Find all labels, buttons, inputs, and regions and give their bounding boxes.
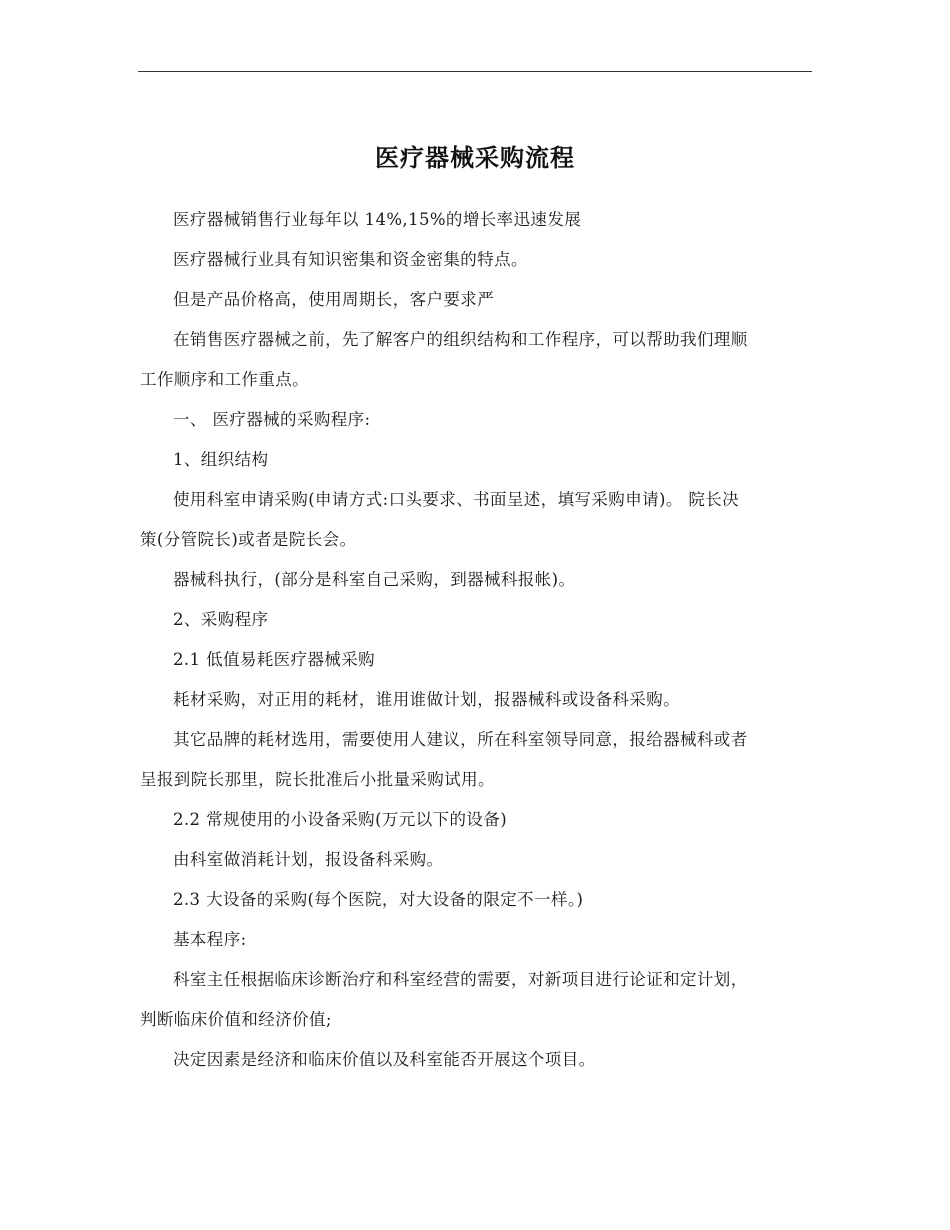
paragraph: 1、组织结构 [173,450,269,469]
document-body [140,200,812,1080]
paragraph-line: 呈报到院长那里，院长批准后小批量采购试用。 [140,770,495,789]
paragraph: 2、采购程序 [173,610,269,629]
paragraph: 但是产品价格高，使用周期长，客户要求严 [173,290,495,309]
paragraph: 医疗器械行业具有知识密集和资金密集的特点。 [173,250,528,269]
paragraph: 2.3 大设备的采购(每个医院，对大设备的限定不一样。) [173,890,584,909]
paragraph: 2.2 常规使用的小设备采购(万元以下的设备) [173,810,508,829]
paragraph-line: 策(分管院长)或者是院长会。 [140,530,357,549]
paragraph-line: 在销售医疗器械之前，先了解客户的组织结构和工作程序，可以帮助我们理顺 [173,330,748,349]
paragraph: 器械科执行，(部分是科室自己采购，到器械科报帐)。 [173,570,576,589]
header-rule [138,71,812,72]
paragraph [140,720,812,800]
paragraph-line: 判断临床价值和经济价值; [140,1010,332,1029]
paragraph: 医疗器械销售行业每年以 14%,15%的增长率迅速发展 [173,210,582,229]
paragraph [140,320,812,400]
paragraph: 决定因素是经济和临床价值以及科室能否开展这个项目。 [173,1050,596,1069]
paragraph-line: 使用科室申请采购(申请方式:口头要求、书面呈述，填写采购申请)。 院长决 [173,490,740,509]
document-title: 医疗器械采购流程 [375,143,575,172]
paragraph-line: 科室主任根据临床诊断治疗和科室经营的需要，对新项目进行论证和定计划， [173,970,748,989]
paragraph: 耗材采购，对正用的耗材，谁用谁做计划，报器械科或设备科采购。 [173,690,680,709]
paragraph [140,960,812,1040]
paragraph-line: 其它品牌的耗材选用，需要使用人建议，所在科室领导同意，报给器械科或者 [173,730,748,749]
paragraph [140,480,812,560]
paragraph: 2.1 低值易耗医疗器械采购 [173,650,376,669]
paragraph: 基本程序: [173,930,247,949]
paragraph-line: 工作顺序和工作重点。 [140,370,309,389]
paragraph: 由科室做消耗计划，报设备科采购。 [173,850,444,869]
paragraph: 一、 医疗器械的采购程序: [173,410,371,429]
